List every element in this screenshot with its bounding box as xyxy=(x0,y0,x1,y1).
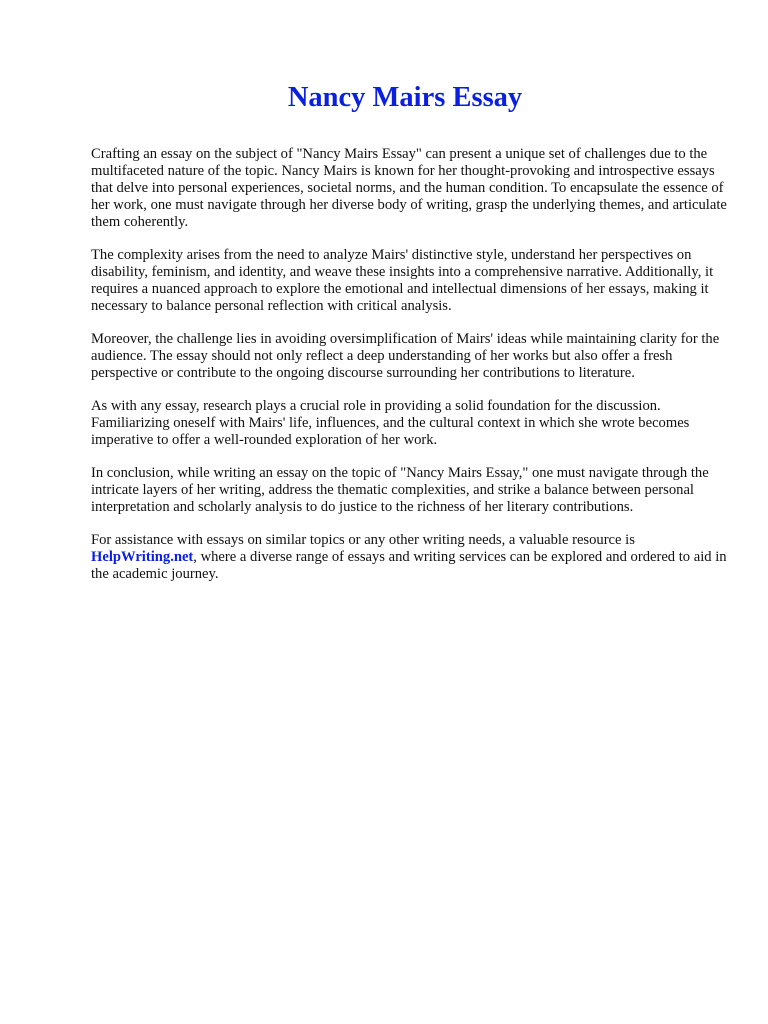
closing-text-before-link: For assistance with essays on similar topics or any other writing needs, a valuable resource is xyxy=(91,532,635,548)
paragraph-3: Moreover, the challenge lies in avoiding oversimplification of Mairs' ideas while maintaining clarity for the audience. The essay should not only reflect a deep understanding of her works but also offer a fresh perspective or contribute to the ongoing discourse surrounding her contributions to literature. xyxy=(91,331,720,381)
closing-paragraph xyxy=(91,532,731,583)
paragraph-2: The complexity arises from the need to analyze Mairs' distinctive style, understand her perspectives on disability, feminism, and identity, and weave these insights into a comprehensive narrative. Additionally, it requires a nuanced approach to explore the emotional and intellectual dimensions of her essays, making it necessary to balance personal reflection with critical analysis. xyxy=(91,247,714,314)
paragraph-1: Crafting an essay on the subject of "Nancy Mairs Essay" can present a unique set of challenges due to the multifaceted nature of the topic. Nancy Mairs is known for her thought-provoking and introspective essays that delve into personal experiences, societal norms, and the human condition. To encapsulate the essence of her work, one must navigate through her diverse body of writing, grasp the underlying themes, and articulate them coherently. xyxy=(91,146,727,230)
document-title: Nancy Mairs Essay xyxy=(287,82,523,113)
helpwriting-link[interactable]: HelpWriting.net xyxy=(91,549,194,565)
closing-text-after-link: , where a diverse range of essays and writing services can be explored and ordered to aid in the academic journey. xyxy=(91,549,727,582)
paragraph-4: As with any essay, research plays a crucial role in providing a solid foundation for the discussion. Familiarizing oneself with Mairs' life, influences, and the cultural context in which she wrote becomes imperative to offer a well-rounded exploration of her work. xyxy=(91,398,690,448)
document-body xyxy=(91,146,731,599)
paragraph-5: In conclusion, while writing an essay on the topic of "Nancy Mairs Essay," one must navigate through the intricate layers of her writing, address the thematic complexities, and strike a balance between personal interpretation and scholarly analysis to do justice to the richness of her literary contributions. xyxy=(91,465,709,515)
